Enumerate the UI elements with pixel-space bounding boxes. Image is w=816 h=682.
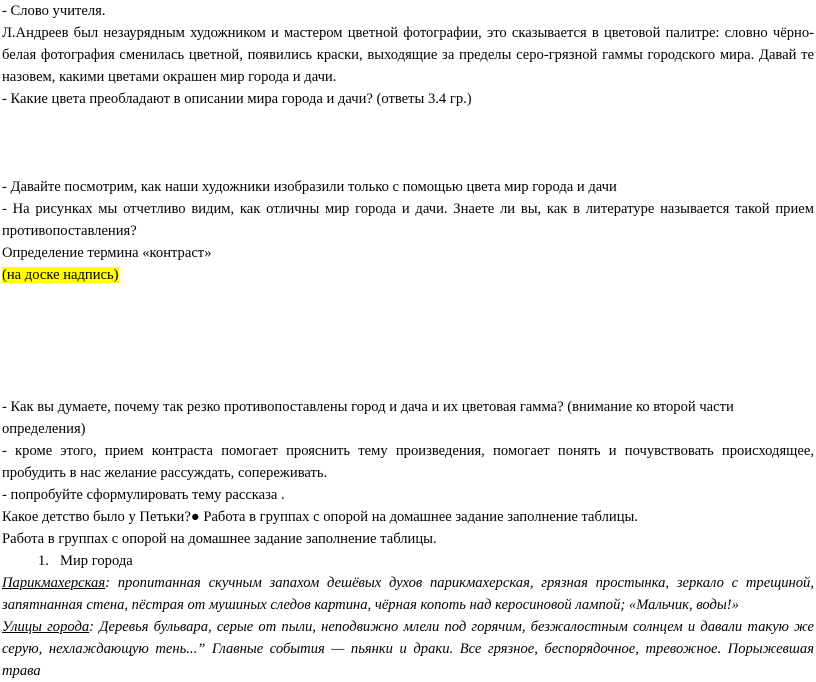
spacer (2, 110, 814, 176)
teacher-word-line: - Слово учителя. (2, 3, 106, 19)
barbershop-label: Парикмахерская (2, 575, 106, 591)
question-why: - Как вы думаете, почему так резко противопоставлены город и дача и их цветовая гамма? (внимание ко второй части определения) (2, 399, 734, 437)
list-number: 1. (38, 553, 49, 569)
intro-paragraph: Л.Андреев был незаурядным художником и мастером цветной фотографии, это сказывается в цветовой палитре: словно чёрно-белая фотография сменилась цветной, появились краски, выходящие за пределы серо-грязной гаммы городского мира. Давай те назовем, какими цветами окрашен мир города и дачи. (2, 25, 814, 85)
bullet-icon: ● (190, 509, 200, 525)
spacer (2, 286, 814, 396)
board-note-highlight: (на доске надпись) (2, 267, 119, 283)
question-artists: - Давайте посмотрим, как наши художники изобразили только с помощью цвета мир города и дачи (2, 179, 617, 195)
childhood-question: Какое детство было у Петьки?● Работа в группах с опорой на домашнее задание заполнение таблицы. (2, 509, 638, 525)
board-note (2, 264, 814, 286)
question-contrast: - На рисунках мы отчетливо видим, как отличны мир города и дачи. Знаете ли вы, как в литературе называется такой прием противопоставления? (2, 201, 814, 239)
barbershop-description (2, 572, 814, 616)
streets-text: : Деревья бульвара, серые от пыли, неподвижно млели под горячим, безжалостным солнцем и давали такую же серую, нехлаждающую тень...” Главные события — пьянки и драки. Все грязное, беспорядочное, тревожное. Порыжевшая трава (2, 619, 814, 679)
group-work-line: Работа в группах с опорой на домашнее задание заполнение таблицы. (2, 531, 437, 547)
list-item (2, 550, 814, 572)
streets-label: Улицы города (2, 619, 90, 635)
barbershop-text: : пропитанная скучным запахом дешёвых духов парикмахерская, грязная простынка, зеркало с трещиной, запятнанная стена, пёстрая от мушиных следов картина, чёрная копоть над керосиновой лампой; «Мальчик, воды!» (2, 575, 814, 613)
question-colors: - Какие цвета преобладают в описании мира города и дачи? (ответы 3.4 гр.) (2, 91, 472, 107)
theme-task: - попробуйте сформулировать тему рассказа . (2, 487, 285, 503)
list-item-label: Мир города (60, 553, 133, 569)
contrast-explanation: - кроме этого, прием контраста помогает прояснить тему произведения, помогает понять и почувствовать происходящее, пробудить в нас желание рассуждать, сопереживать. (2, 443, 814, 481)
definition-line: Определение термина «контраст» (2, 245, 212, 261)
streets-description (2, 616, 814, 682)
